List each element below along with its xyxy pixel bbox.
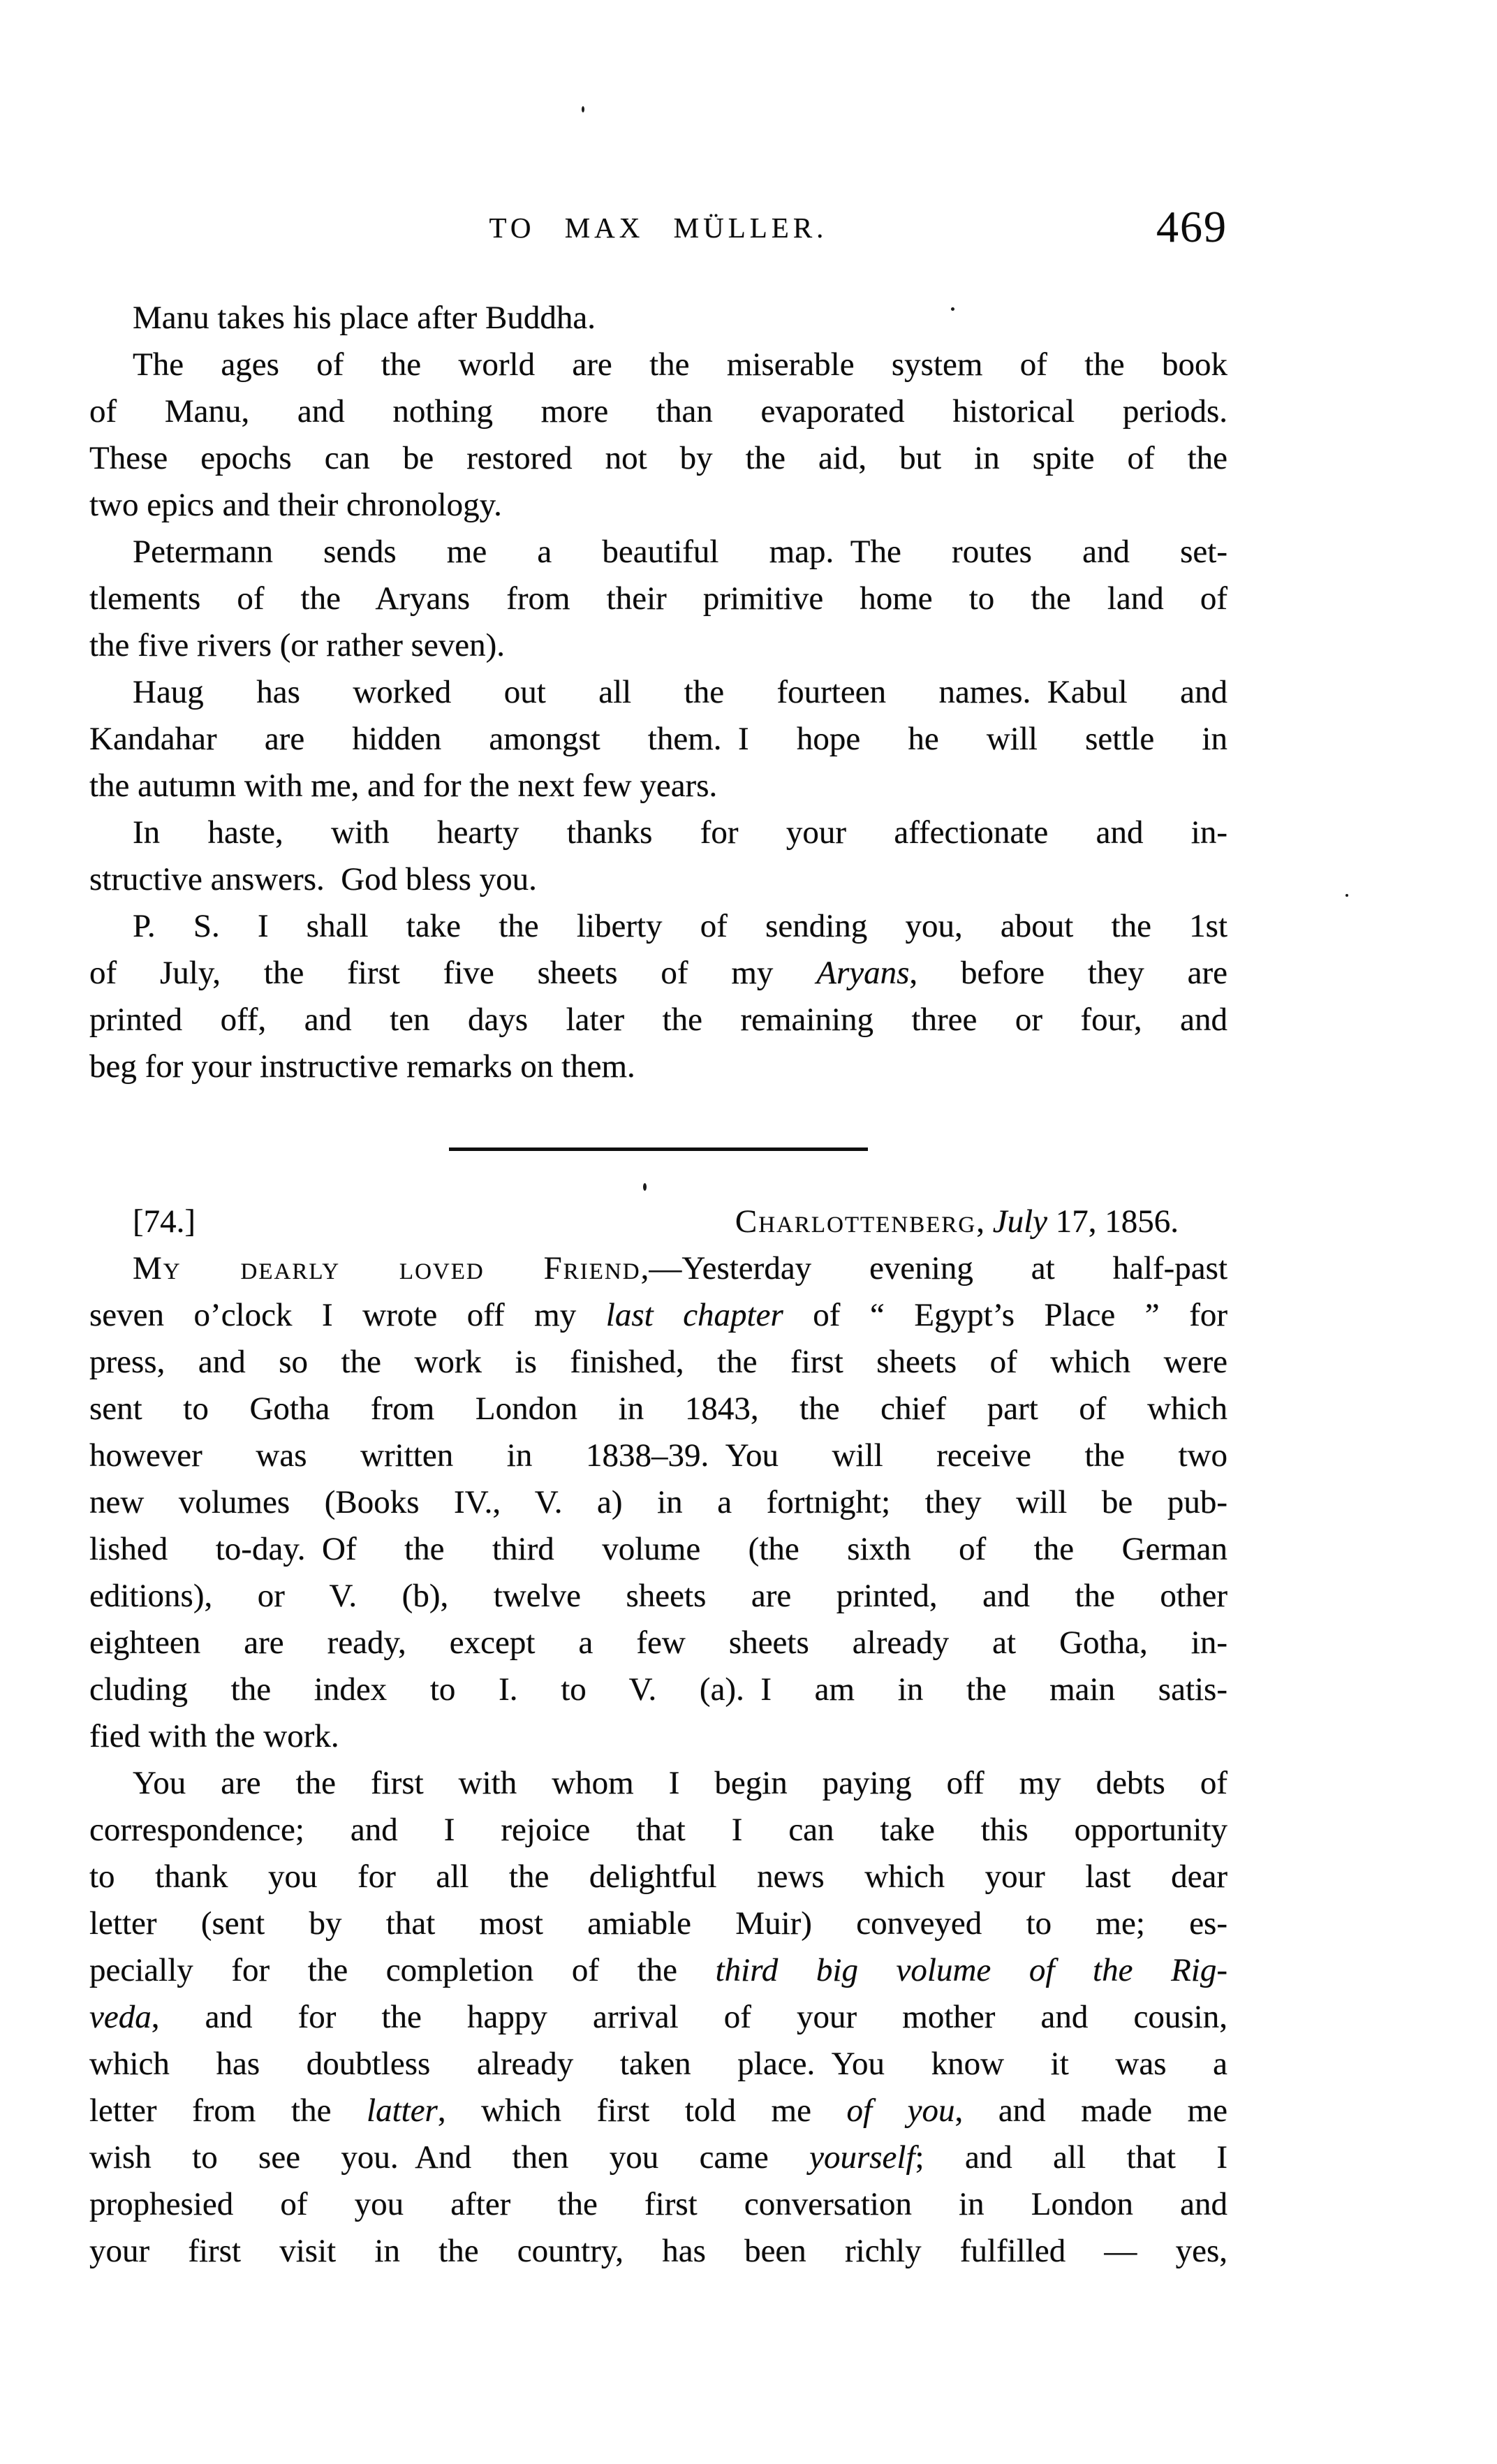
text-run: correspondence; and I rejoice that I can take this opportunity — [89, 1812, 1227, 1848]
text-line — [89, 1339, 1227, 1386]
paragraph — [89, 342, 1227, 529]
text-line — [89, 482, 1227, 529]
text-run: , before they are — [909, 955, 1227, 991]
text-run: which has doubtless already taken place. You know it was a — [89, 2046, 1227, 2082]
italic-text: last chapter — [605, 1297, 783, 1333]
italic-text: of you — [846, 2092, 955, 2129]
text-line — [89, 1432, 1227, 1479]
letter-73-ending — [89, 295, 1227, 1090]
dateline — [735, 1198, 1179, 1245]
text-run: In haste, with hearty thanks for your affectionate and in- — [133, 814, 1227, 851]
text-run: Haug has worked out all the fourteen names. Kabul and — [133, 674, 1227, 710]
text-run: , — [976, 1203, 993, 1240]
text-line — [89, 997, 1227, 1043]
text-run: to thank you for all the delightful news which your last dear — [89, 1858, 1227, 1895]
italic-text: latter — [367, 2092, 438, 2129]
text-line — [89, 2181, 1227, 2228]
text-run: press, and so the work is finished, the first sheets of which were — [89, 1344, 1227, 1380]
text-line — [89, 809, 1227, 856]
text-line — [89, 2134, 1227, 2181]
text-line — [89, 856, 1227, 903]
text-line — [89, 1854, 1227, 1900]
page-title: TO MAX MÜLLER. — [489, 212, 828, 244]
text-line — [89, 1807, 1227, 1854]
italic-text: veda — [89, 1999, 152, 2035]
text-run: the five rivers (or rather seven). — [89, 627, 506, 663]
page-number: 469 — [1156, 202, 1227, 251]
text-line — [89, 1947, 1227, 1994]
italic-text: July — [992, 1203, 1056, 1240]
text-run: eighteen are ready, except a few sheets already at Gotha, in- — [89, 1625, 1227, 1661]
text-run: prophesied of you after the first conversation in London and — [89, 2186, 1227, 2222]
paragraph — [89, 809, 1227, 903]
text-run: however was written in 1838–39. You will receive the two — [89, 1437, 1227, 1474]
text-line — [89, 1526, 1227, 1573]
text-line — [89, 1994, 1227, 2041]
text-run: wish to see you. And then you came — [89, 2139, 810, 2176]
text-line — [89, 1713, 1227, 1760]
text-line — [89, 669, 1227, 716]
text-run: Manu takes his place after Buddha. — [133, 300, 596, 336]
text-run: The ages of the world are the miserable system of the book — [133, 346, 1227, 383]
text-line — [89, 1386, 1227, 1432]
text-line — [89, 342, 1227, 388]
letter-74-body — [89, 1245, 1227, 2275]
text-run: cluding the index to I. to V. (a). I am in the main satis- — [89, 1671, 1227, 1708]
text-run: Petermann sends me a beautiful map. The routes and set- — [133, 534, 1227, 570]
text-line — [89, 950, 1227, 997]
text-run: the autumn with me, and for the next few years. — [89, 768, 718, 804]
text-run: These epochs can be restored not by the aid, but in spite of the — [89, 440, 1227, 476]
text-line — [89, 1573, 1227, 1620]
italic-text: Aryans — [816, 955, 910, 991]
scan-speck — [1345, 894, 1348, 897]
text-run: your first visit in the country, has been richly fulfilled — yes, — [89, 2233, 1227, 2269]
text-block — [89, 295, 1227, 2275]
text-run: new volumes (Books IV., V. a) in a fortnight; they will be pub- — [89, 1484, 1227, 1520]
text-line — [89, 1043, 1227, 1090]
text-run: beg for your instructive remarks on them. — [89, 1048, 635, 1085]
text-run: of Manu, and nothing more than evaporated historical periods. — [89, 393, 1227, 430]
text-line — [89, 575, 1227, 622]
text-line — [89, 2088, 1227, 2134]
text-run: seven o’clock I wrote off my — [89, 1297, 606, 1333]
text-line — [89, 1245, 1227, 1292]
text-run: ,—Yesterday evening at half-past — [640, 1250, 1227, 1286]
text-line — [89, 2228, 1227, 2275]
text-run: , and made me — [954, 2092, 1227, 2129]
running-head — [89, 202, 1227, 251]
text-run: lished to-day. Of the third volume (the sixth of the German — [89, 1531, 1227, 1567]
text-line — [89, 2041, 1227, 2088]
small-caps-text: My dearly loved Friend — [133, 1250, 641, 1286]
italic-text: yourself — [809, 2139, 915, 2176]
text-line — [89, 529, 1227, 575]
scan-speck — [643, 1183, 647, 1191]
paragraph — [89, 529, 1227, 669]
text-run: pecially for the completion of the — [89, 1952, 716, 1988]
scan-speck — [582, 106, 584, 112]
text-line — [89, 1620, 1227, 1666]
text-run: printed off, and ten days later the remaining three or four, and — [89, 1002, 1227, 1038]
text-line — [89, 1292, 1227, 1339]
text-run: structive answers. God bless you. — [89, 861, 537, 897]
text-run: ; and all that I — [915, 2139, 1227, 2176]
text-line — [89, 1479, 1227, 1526]
small-caps-text: Charlottenberg — [735, 1203, 977, 1240]
text-run: tlements of the Aryans from their primitive home to the land of — [89, 580, 1227, 617]
text-line — [89, 1666, 1227, 1713]
text-run: letter (sent by that most amiable Muir) conveyed to me; es- — [89, 1905, 1227, 1942]
paragraph — [89, 1760, 1227, 2275]
text-run: 17, 1856. — [1055, 1203, 1179, 1240]
text-run: two epics and their chronology. — [89, 487, 502, 523]
text-run: , which first told me — [437, 2092, 847, 2129]
text-line — [89, 763, 1227, 809]
paragraph — [89, 1245, 1227, 1760]
text-run: of “ Egypt’s Place ” for — [783, 1297, 1227, 1333]
text-run: editions), or V. (b), twelve sheets are printed, and the other — [89, 1578, 1227, 1614]
letter-number: [74.] — [133, 1203, 196, 1240]
text-line — [89, 388, 1227, 435]
scan-speck — [951, 307, 954, 311]
text-line — [89, 903, 1227, 950]
letter-74-heading — [89, 1198, 1227, 1245]
paragraph — [89, 903, 1227, 1090]
text-run: letter from the — [89, 2092, 367, 2129]
text-line — [89, 435, 1227, 482]
text-run: of July, the first five sheets of my — [89, 955, 817, 991]
text-run: , and for the happy arrival of your mother and cousin, — [151, 1999, 1227, 2035]
text-line — [89, 295, 1227, 342]
text-line — [89, 716, 1227, 763]
paragraph — [89, 669, 1227, 809]
paragraph — [89, 295, 1227, 342]
text-line — [89, 1900, 1227, 1947]
section-divider-rule — [449, 1147, 868, 1151]
text-run: sent to Gotha from London in 1843, the chief part of which — [89, 1391, 1227, 1427]
text-line — [89, 622, 1227, 669]
text-line — [89, 1760, 1227, 1807]
text-run: Kandahar are hidden amongst them. I hope he will settle in — [89, 721, 1227, 757]
text-run: You are the first with whom I begin paying off my debts of — [133, 1765, 1227, 1801]
text-run: P. S. I shall take the liberty of sending you, about the 1st — [133, 908, 1227, 944]
italic-text: third big volume of the Rig- — [715, 1952, 1227, 1988]
text-run: fied with the work. — [89, 1718, 339, 1754]
